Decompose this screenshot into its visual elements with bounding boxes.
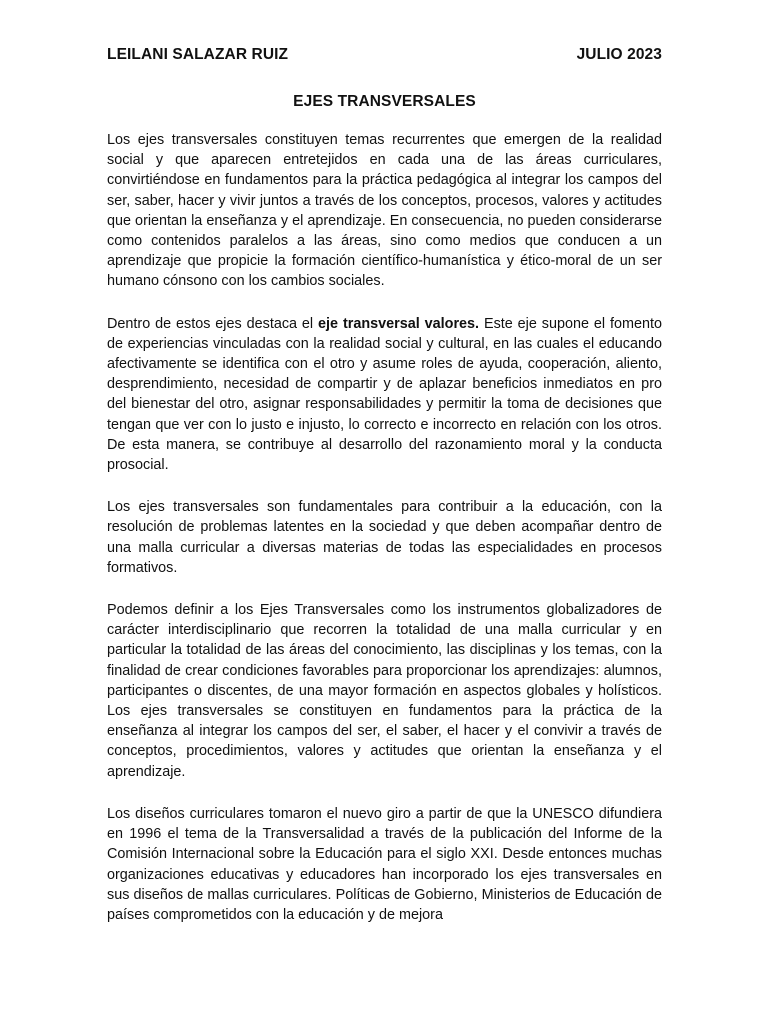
paragraph-3: Los ejes transversales son fundamentales para contribuir a la educación, con la resolución de problemas latentes en la sociedad y que deben acompañar dentro de una malla curricular a diversas materias de todas las especialidades en procesos formativos. xyxy=(107,499,662,576)
document-header xyxy=(107,46,662,64)
paragraph-4: Podemos definir a los Ejes Transversales como los instrumentos globalizadores de carácter interdisciplinario que recorren la totalidad de una malla curricular y en particular la totalidad de las áreas del conocimiento, las disciplinas y los temas, con la finalidad de crear condiciones favorables para proporcionar los aprendizajes: alumnos, participantes o discentes, de una mayor formación en aspectos globales y holísticos. Los ejes transversales se constituyen en fundamentos para la práctica de la enseñanza al integrar los campos del ser, el saber, el hacer y el convivir a través de conceptos, procedimientos, valores y actitudes que orientan la enseñanza y el aprendizaje. xyxy=(107,602,662,780)
paragraph-5: Los diseños curriculares tomaron el nuevo giro a partir de que la UNESCO difundiera en 1996 el tema de la Transversalidad a través de la publicación del Informe de la Comisión Internacional sobre la Educación para el siglo XXI. Desde entonces muchas organizaciones educativas y educadores han incorporado los ejes transversales en sus diseños de mallas curriculares. Políticas de Gobierno, Ministerios de Educación de países comprometidos con la educación y de mejora xyxy=(107,805,662,923)
paragraph-2 xyxy=(107,314,662,476)
paragraph-2-rest: Este eje supone el fomento de experiencias vinculadas con la realidad social y cultural, en las cuales el educando afectivamente se identifica con el otro y asume roles de ayuda, cooperación, aliento, desprendimiento, necesidad de compartir y de aplazar beneficios inmediatos en pro del bienestar del otro, asignar responsabilidades y permitir la toma de decisiones que tengan que ver con lo justo e injusto, lo correcto e incorrecto en relación con los otros. De esta manera, se contribuye al desarrollo del razonamiento moral y la conducta prosocial. xyxy=(107,315,662,474)
paragraph-1: Los ejes transversales constituyen temas recurrentes que emergen de la realidad social y que aparecen entretejidos en cada una de las áreas curriculares, convirtiéndose en fundamentos para la práctica pedagógica al integrar los campos del ser, saber, hacer y vivir juntos a través de los conceptos, procesos, valores y actitudes que orientan la enseñanza y el aprendizaje. En consecuencia, no pueden considerarse como contenidos paralelos a las áreas, sino como medios que conducen a un aprendizaje que propicie la formación científico-humanística y ético-moral de un ser humano cónsono con los cambios sociales. xyxy=(107,132,662,290)
document-date: JULIO 2023 xyxy=(576,46,662,63)
author-name: LEILANI SALAZAR RUIZ xyxy=(107,46,289,63)
paragraph-2-bold: eje transversal valores. xyxy=(318,315,480,332)
paragraph-2-intro: Dentro de estos ejes destaca el xyxy=(107,315,319,332)
document-body xyxy=(107,130,662,947)
document-title: EJES TRANSVERSALES xyxy=(293,93,476,110)
